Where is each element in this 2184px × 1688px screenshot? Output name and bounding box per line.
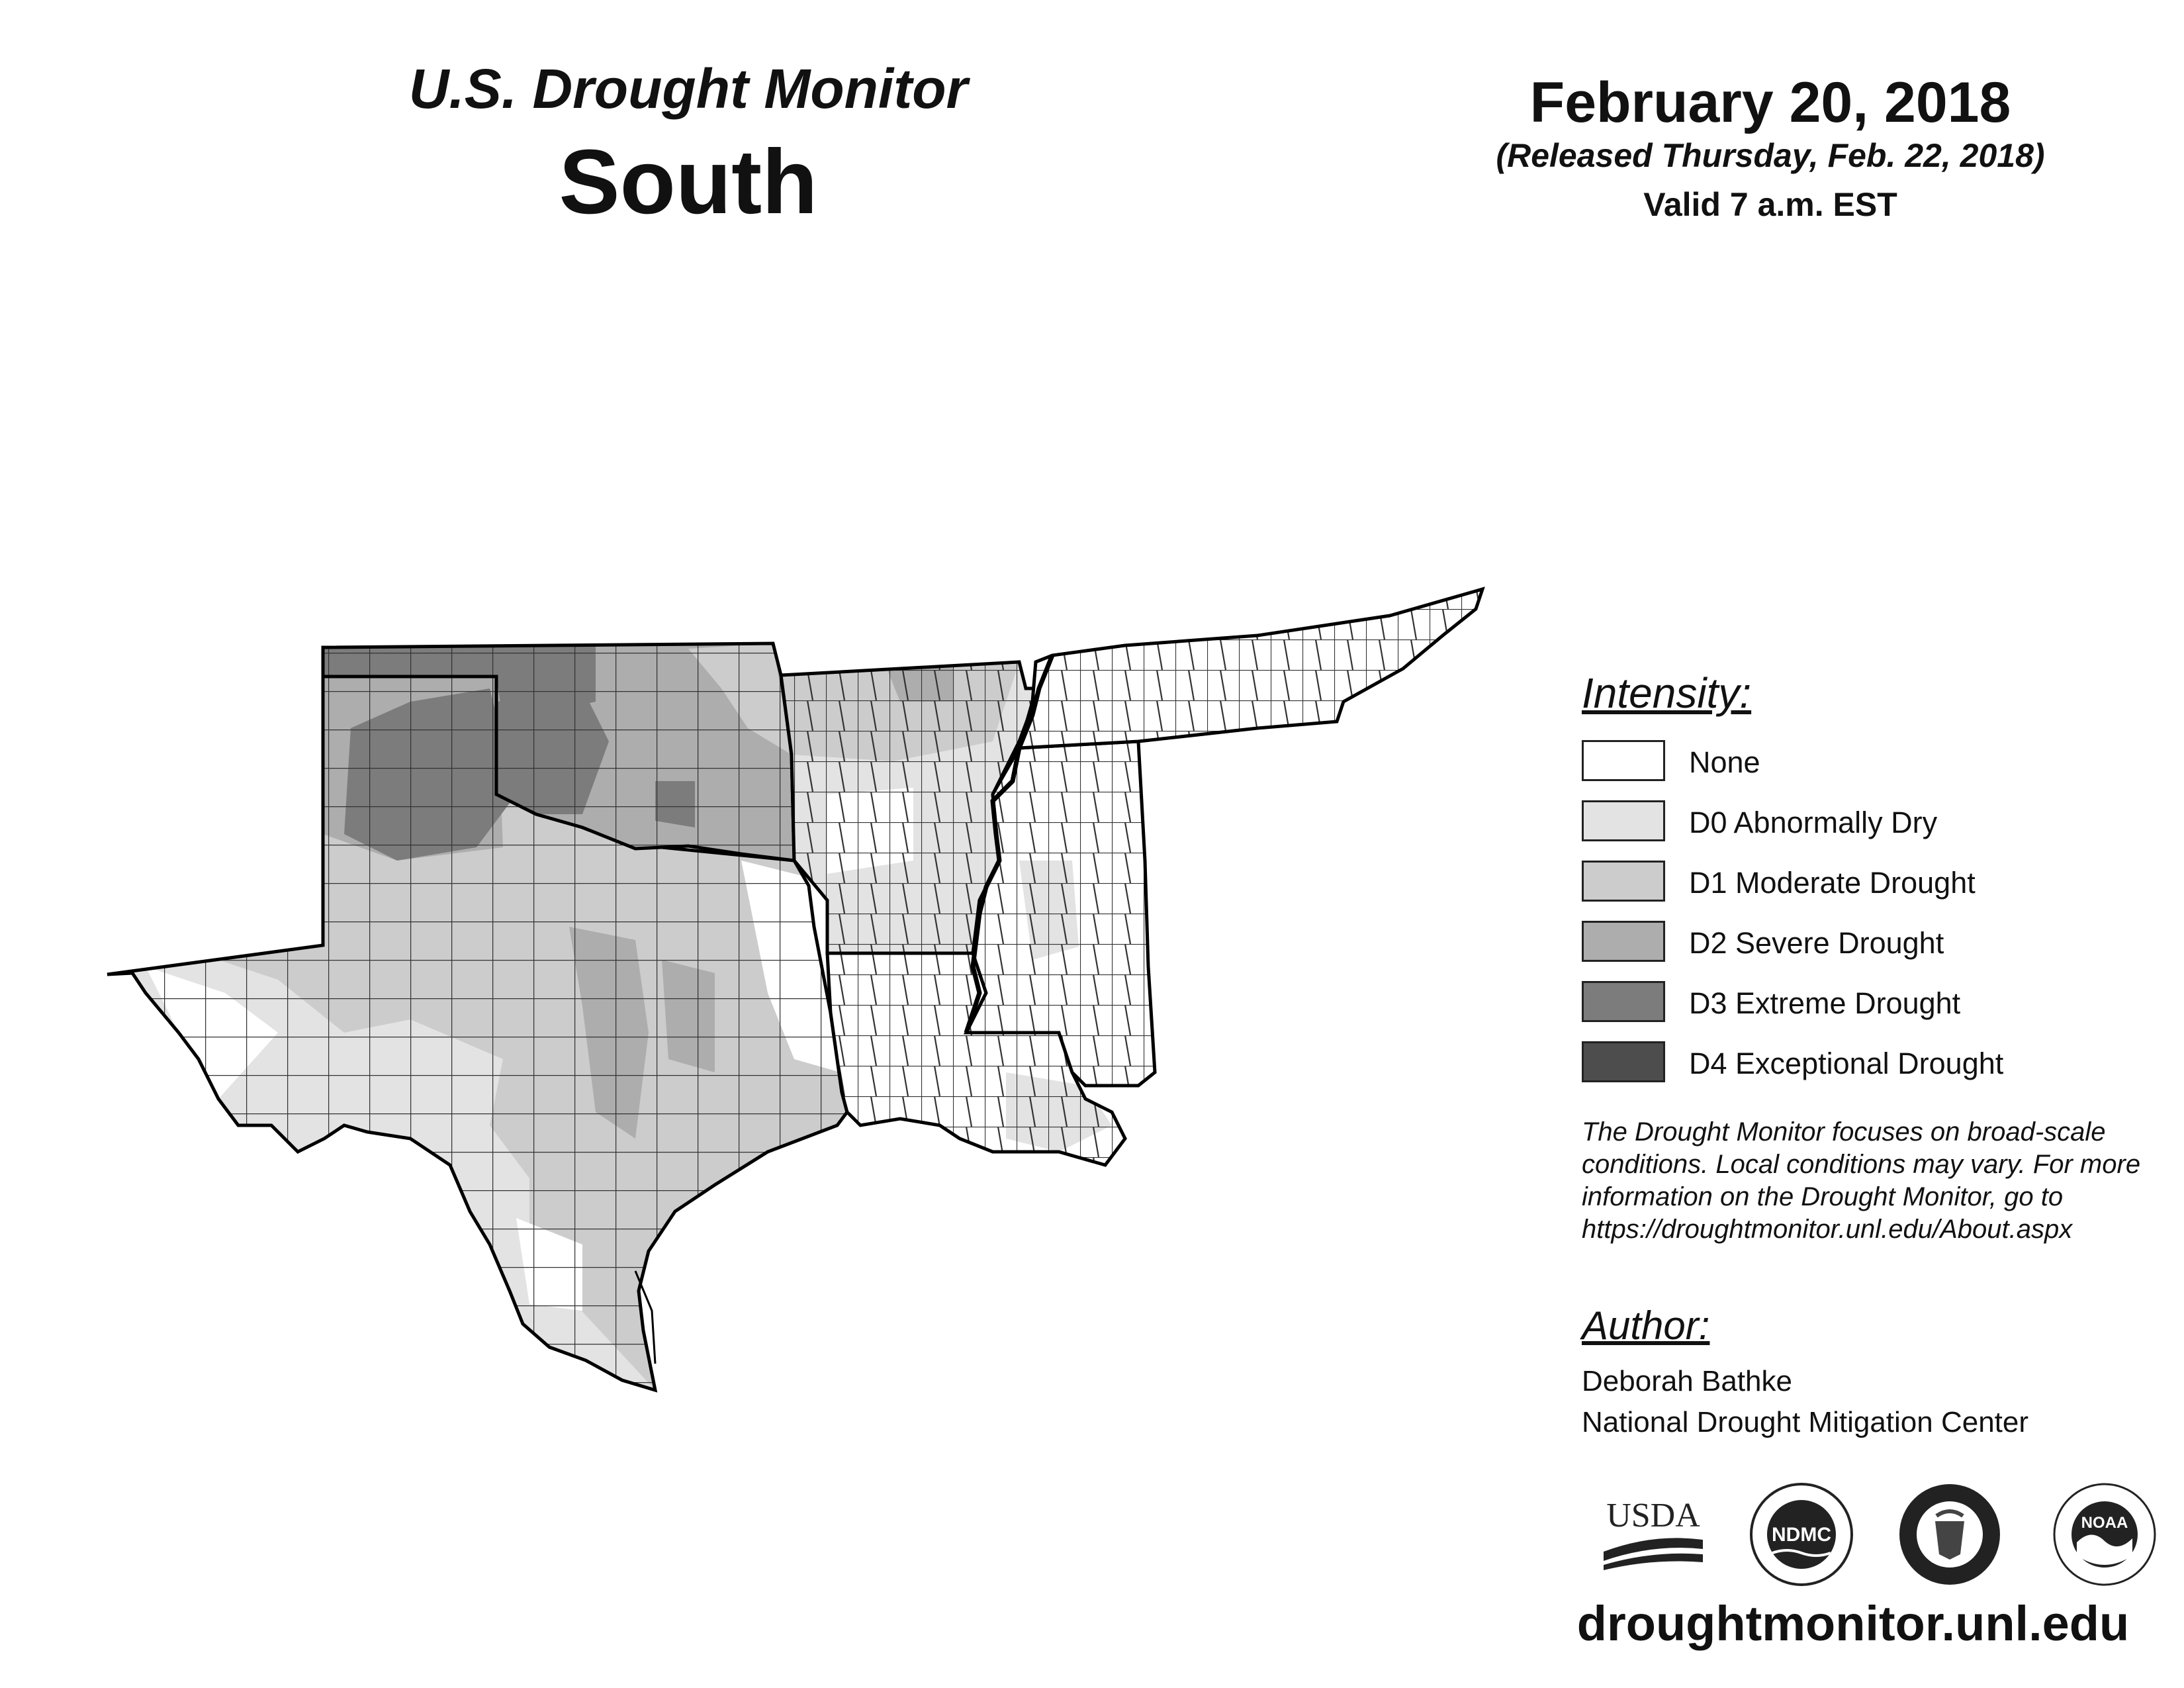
legend-item-d2 bbox=[1582, 921, 2151, 964]
legend-label: D3 Extreme Drought bbox=[1689, 986, 1961, 1020]
noaa-logo bbox=[2052, 1481, 2158, 1587]
website-link[interactable]: droughtmonitor.unl.edu bbox=[1576, 1596, 2130, 1651]
legend-item-d0 bbox=[1582, 800, 2151, 844]
ndmc-logo bbox=[1749, 1481, 1854, 1587]
legend-swatch bbox=[1582, 800, 1665, 841]
note-line: conditions. Local conditions may vary. For more bbox=[1582, 1150, 2141, 1179]
valid-time: Valid 7 a.m. EST bbox=[1643, 186, 1897, 223]
legend-item-none bbox=[1582, 740, 2151, 784]
usda-text: USDA bbox=[1606, 1497, 1700, 1534]
disclaimer-note bbox=[1582, 1116, 2177, 1246]
legend-swatch bbox=[1582, 861, 1665, 902]
legend-label: D0 Abnormally Dry bbox=[1689, 806, 1938, 839]
map-date: February 20, 2018 bbox=[1529, 71, 2011, 134]
note-link[interactable]: https://droughtmonitor.unl.edu/About.aspx bbox=[1582, 1215, 2073, 1244]
author-organization: National Drought Mitigation Center bbox=[1582, 1406, 2029, 1438]
legend-item-d3 bbox=[1582, 981, 2151, 1025]
legend-label: D2 Severe Drought bbox=[1689, 926, 1944, 960]
tennessee-region bbox=[993, 563, 1496, 761]
legend-swatch bbox=[1582, 981, 1665, 1022]
legend-item-d1 bbox=[1582, 861, 2151, 904]
region-title: South bbox=[559, 131, 818, 233]
release-date: (Released Thursday, Feb. 22, 2018) bbox=[1496, 137, 2045, 174]
author-heading: Author: bbox=[1582, 1303, 1710, 1348]
author-name: Deborah Bathke bbox=[1582, 1365, 1792, 1397]
noaa-text: NOAA bbox=[2081, 1514, 2128, 1532]
legend-swatch bbox=[1582, 740, 1665, 781]
legend-label: D4 Exceptional Drought bbox=[1689, 1047, 2004, 1080]
legend-item-d4 bbox=[1582, 1041, 2151, 1085]
usda-logo bbox=[1600, 1493, 1706, 1573]
commerce-seal-logo bbox=[1897, 1481, 2003, 1587]
legend-label: None bbox=[1689, 745, 1760, 779]
legend-title: Intensity: bbox=[1582, 669, 1752, 717]
legend-label: D1 Moderate Drought bbox=[1689, 866, 1976, 900]
legend-swatch bbox=[1582, 1041, 1665, 1082]
note-line: information on the Drought Monitor, go to bbox=[1582, 1182, 2064, 1211]
legend-swatch bbox=[1582, 921, 1665, 962]
map-subtitle: U.S. Drought Monitor bbox=[408, 58, 968, 120]
note-line: The Drought Monitor focuses on broad-scale bbox=[1582, 1117, 2106, 1147]
ndmc-text: NDMC bbox=[1772, 1524, 1831, 1546]
